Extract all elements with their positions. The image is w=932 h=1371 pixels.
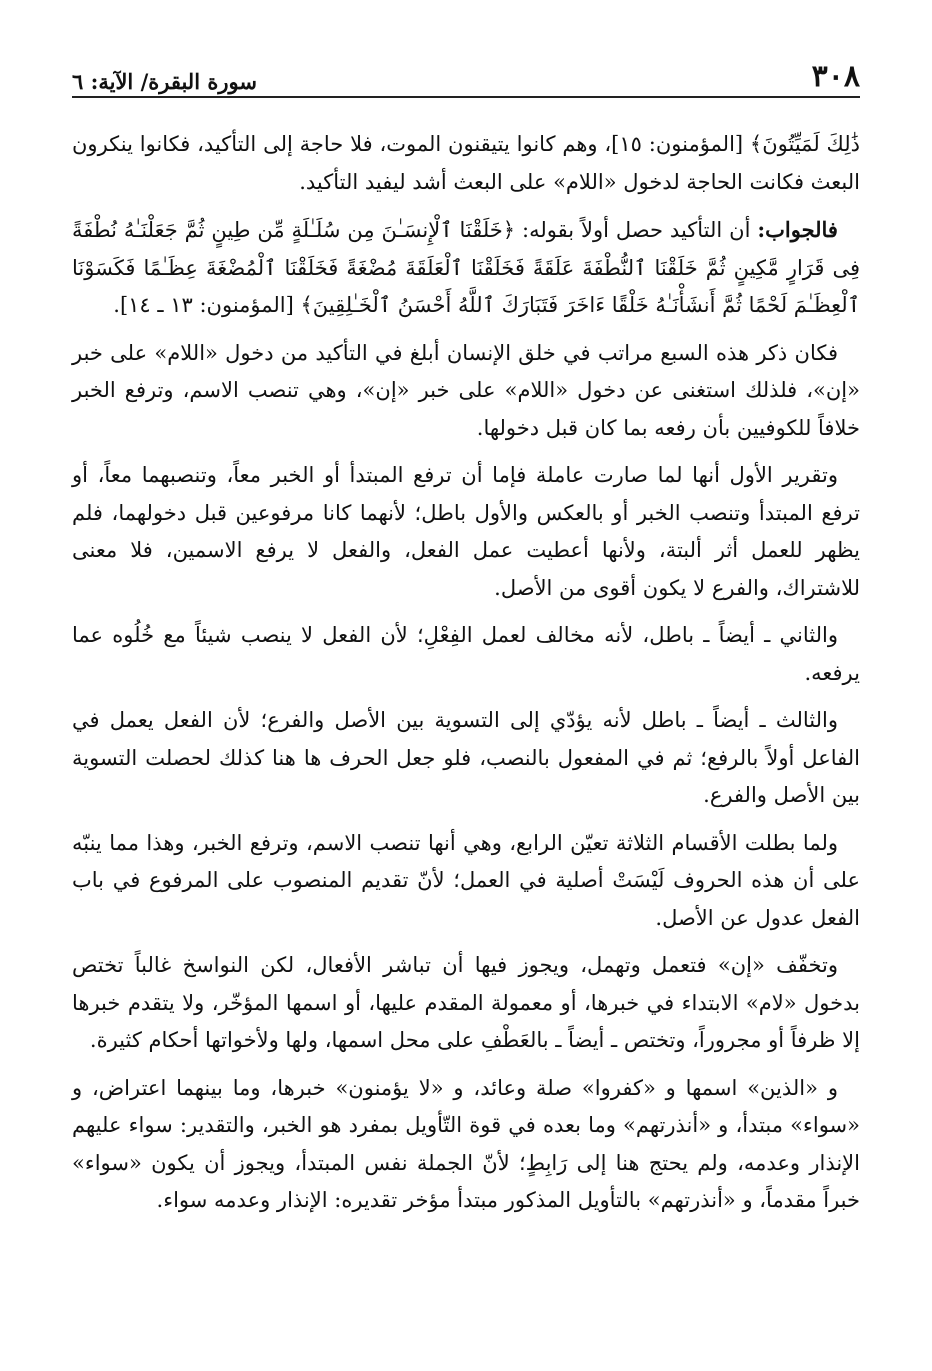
paragraph (72, 1070, 860, 1220)
paragraph (72, 947, 860, 1060)
paragraph-text: وتقرير الأول أنها لما صارت عاملة فإما أن ترفع المبتدأ أو الخبر معاً، وتنصبهما معاً، أو ترفع المبتدأ وتنصب الخبر أو بالعكس والأول باطل؛ لأنهما كانا مرفوعين قبل دخولهما، فلم يظهر للعمل أثر ألبتة، ولأنها أعطيت عمل الفعل، والفعل لا يرفع الاسمين، فلا معنى للاشتراك، والفرع لا يكون أقوى من الأصل. (72, 463, 860, 600)
page-number: ٣٠٨ (811, 59, 860, 94)
paragraph-text: ولما بطلت الأقسام الثلاثة تعيّن الرابع، وهي أنها تنصب الاسم، وترفع الخبر، وهذا مما ينبّه على أن هذه الحروف لَيْسَتْ أصلية في العمل؛ لأنّ تقديم المنصوب على المرفوع في باب الفعل عدول عن الأصل. (72, 830, 860, 930)
paragraph (72, 617, 860, 692)
paragraph-text: أن التأكيد حصل أولاً بقوله: ﴿خَلَقْنَا ٱلْإِنسَـٰنَ مِن سُلَـٰلَةٍ مِّن طِينٍ ثُمَّ جَعَلْنَـٰهُ نُطْفَةً فِى قَرَارٍ مَّكِينٍ ثُمَّ خَلَقْنَا ٱلنُّطْفَةَ عَلَقَةً فَخَلَقْنَا ٱلْعَلَقَةَ مُضْغَةً فَخَلَقْنَا ٱلْمُضْغَةَ عِظَـٰمًا فَكَسَوْنَا ٱلْعِظَـٰمَ لَحْمًا ثُمَّ أَنشَأْنَـٰهُ خَلْقًا ءَاخَرَ فَتَبَارَكَ ٱللَّهُ أَحْسَنُ ٱلْخَـٰلِقِينَ﴾ [المؤمنون: ١٣ ـ ١٤]. (72, 218, 860, 317)
page (72, 52, 860, 1351)
paragraph-text: ذَٰلِكَ لَمَيِّتُونَ﴾ [المؤمنون: ١٥]، وهم كانوا يتيقنون الموت، فلا حاجة إلى التأكيد، فكانوا ينكرون البعث فكانت الحاجة لدخول «اللام» على البعث أشد ليفيد التأكيد. (72, 132, 860, 194)
paragraph (72, 335, 860, 448)
body-text (72, 126, 860, 1220)
page-header (72, 52, 860, 98)
paragraph (72, 211, 860, 325)
running-title: سورة البقرة/ الآية: ٦ (72, 69, 257, 94)
paragraph (72, 457, 860, 607)
paragraph-text: فكان ذكر هذه السبع مراتب في خلق الإنسان أبلغ في التأكيد من دخول «اللام» على خبر «إن»، فلذلك استغنى عن دخول «اللام» على خبر «إن»، وهي تنصب الاسم، وترفع الخبر خلافاً للكوفيين بأن رفعه بما كان قبل دخولها. (72, 340, 860, 440)
paragraph (72, 825, 860, 938)
paragraph-lead: فالجواب: (757, 217, 838, 242)
paragraph-text: وتخفّف «إن» فتعمل وتهمل، ويجوز فيها أن تباشر الأفعال، لكن النواسخ غالباً تختص بدخول «لام» الابتداء في خبرها، أو معمولة المقدم عليها، أو اسمها المؤخّر، ولا يتقدم خبرها إلا ظرفاً أو مجروراً، وتختص ـ أيضاً ـ بالعَطْفِ على محل اسمها، ولها ولأخواتها أحكام كثيرة. (72, 953, 860, 1052)
paragraph-text: و «الذين» اسمها و «كفروا» صلة وعائد، و «لا يؤمنون» خبرها، وما بينهما اعتراض، و «سواء» مبتدأ، و «أنذرتهم» وما بعده في قوة التّأويل بمفرد هو الخبر، والتقدير: سواء عليهم الإنذار وعدمه، ولم يحتج هنا إلى رَابِطٍ؛ لأنّ الجملة نفس المبتدأ، ويجوز أن يكون «سواء» خبراً مقدماً، و «أنذرتهم» بالتأويل المذكور مبتدأ مؤخر تقديره: الإنذار وعدمه سواء. (72, 1075, 860, 1212)
paragraph-text: والثاني ـ أيضاً ـ باطل، لأنه مخالف لعمل الفِعْلِ؛ لأن الفعل لا ينصب شيئاً مع خُلُوه عما يرفعه. (72, 623, 860, 685)
paragraph (72, 126, 860, 201)
paragraph (72, 702, 860, 815)
paragraph-text: والثالث ـ أيضاً ـ باطل لأنه يؤدّي إلى التسوية بين الأصل والفرع؛ لأن الفعل يعمل في الفاعل أولاً بالرفع؛ ثم في المفعول بالنصب، فلو جعل الحرف ها هنا كذلك لحصلت التسوية بين الأصل والفرع. (72, 708, 860, 807)
